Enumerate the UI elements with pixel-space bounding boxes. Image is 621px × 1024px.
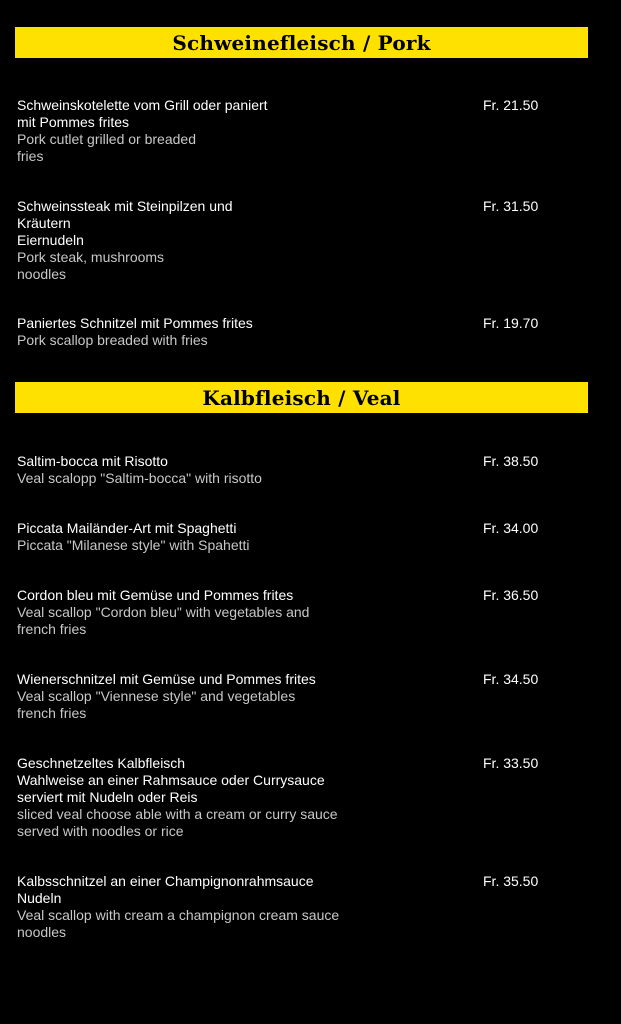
item-price: Fr. 36.50 (483, 587, 539, 603)
item-price: Fr. 19.70 (483, 315, 539, 331)
item-name-line: Paniertes Schnitzel mit Pommes frites (17, 315, 253, 331)
item-description-line: Veal scallop "Cordon bleu" with vegetables and (17, 604, 310, 620)
item-description-line: Pork steak, mushrooms (17, 249, 165, 265)
item-description-line: Veal scallop "Viennese style" and vegetables (17, 688, 296, 704)
section-header-veal (15, 382, 588, 413)
menu-item (17, 315, 577, 349)
menu-item (17, 97, 577, 165)
item-name-line: Eiernudeln (17, 232, 84, 248)
item-price: Fr. 35.50 (483, 873, 539, 889)
item-description-line: Piccata "Milanese style" with Spahetti (17, 537, 250, 553)
item-description-line: Veal scalopp "Saltim-bocca" with risotto (17, 470, 262, 486)
item-description-line: served with noodles or rice (17, 823, 184, 839)
menu-item (17, 453, 577, 487)
menu-item (17, 873, 577, 941)
menu-item (17, 587, 577, 638)
item-price: Fr. 33.50 (483, 755, 539, 771)
item-name-line: Saltim-bocca mit Risotto (17, 453, 168, 469)
item-description-line: french fries (17, 705, 87, 721)
menu-item (17, 198, 577, 283)
menu-item (17, 755, 577, 840)
item-name-line: Piccata Mailänder-Art mit Spaghetti (17, 520, 237, 536)
item-description-line: noodles (17, 924, 67, 940)
item-name-line: Geschnetzeltes Kalbfleisch (17, 755, 186, 771)
item-description-line: Veal scallop with cream a champignon cream sauce (17, 907, 340, 923)
item-name-line: Schweinssteak mit Steinpilzen und (17, 198, 233, 214)
item-description-line: french fries (17, 621, 87, 637)
section-header-pork (15, 27, 588, 58)
menu-item (17, 671, 577, 722)
item-name-line: Wienerschnitzel mit Gemüse und Pommes frites (17, 671, 316, 687)
item-description-line: Pork scallop breaded with fries (17, 332, 208, 348)
item-name-line: Cordon bleu mit Gemüse und Pommes frites (17, 587, 294, 603)
item-description-line: Pork cutlet grilled or breaded (17, 131, 196, 147)
item-price: Fr. 34.50 (483, 671, 539, 687)
item-description-line: sliced veal choose able with a cream or curry sauce (17, 806, 338, 822)
item-price: Fr. 21.50 (483, 97, 539, 113)
item-name-line: Schweinskotelette vom Grill oder paniert (17, 97, 268, 113)
item-name-line: Kalbsschnitzel an einer Champignonrahmsauce (17, 873, 314, 889)
item-name-line: Wahlweise an einer Rahmsauce oder Currysauce (17, 772, 325, 788)
item-description-line: fries (17, 148, 44, 164)
item-name-line: Kräutern (17, 215, 71, 231)
section-title: Kalbfleisch / Veal (202, 385, 401, 410)
menu-item (17, 520, 577, 554)
item-description-line: noodles (17, 266, 67, 282)
item-name-line: mit Pommes frites (17, 114, 130, 130)
item-price: Fr. 34.00 (483, 520, 539, 536)
section-title: Schweinefleisch / Pork (172, 30, 431, 55)
item-name-line: Nudeln (17, 890, 62, 906)
item-name-line: serviert mit Nudeln oder Reis (17, 789, 198, 805)
item-price: Fr. 31.50 (483, 198, 539, 214)
item-price: Fr. 38.50 (483, 453, 539, 469)
